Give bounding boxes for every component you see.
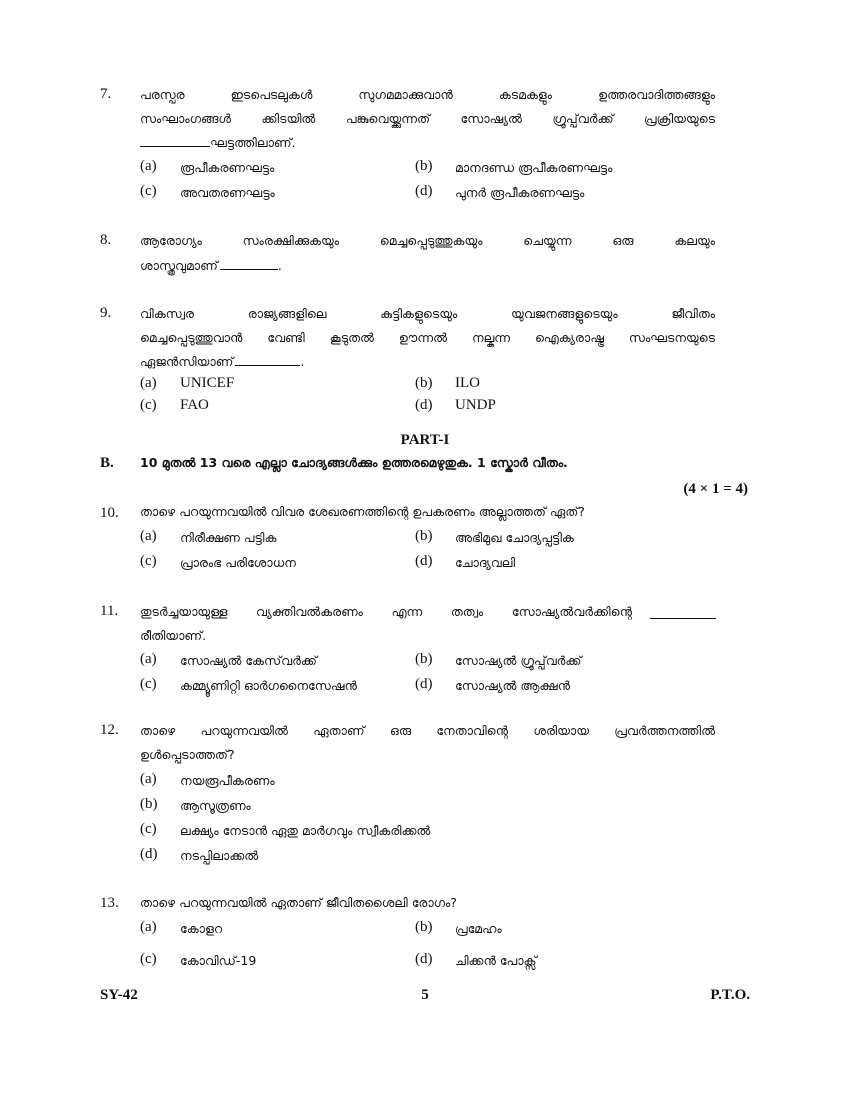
- question-number: 12.: [100, 722, 119, 738]
- question-text-line: പരസ്പര ഇടപെടലുകൾ സുഗമമാക്കുവാൻ കടമകളും ഉത്തരവാദിത്തങ്ങളും: [140, 87, 715, 102]
- option-text: ആസൂത്രണം: [180, 798, 251, 813]
- paper-code: SY-42: [100, 987, 138, 1003]
- option-label: (d): [415, 951, 433, 967]
- option-label: (c): [140, 553, 157, 569]
- option-label: (b): [415, 919, 433, 935]
- question-text-line: [140, 254, 282, 278]
- option-text: കമ്മ്യൂണിറ്റി ഓർഗനൈസേഷൻ: [180, 678, 357, 693]
- answer-blank: [650, 604, 716, 619]
- question-number: 8.: [100, 232, 112, 248]
- option-label: (d): [415, 676, 433, 692]
- option-label: (c): [140, 951, 157, 967]
- option-label: (a): [140, 528, 157, 544]
- option-text: ILO: [455, 375, 480, 391]
- section-instruction: 10 മുതൽ 13 വരെ എല്ലാ ചോദ്യങ്ങൾക്കും ഉത്തരമെഴുതുക. 1 സ്കോർ വീതം.: [140, 455, 568, 470]
- question-text-line: താഴെ പറയുന്നവയിൽ ഏതാണ് ജീവിതശൈലി രോഗം?: [140, 895, 457, 910]
- question-text-line: താഴെ പറയുന്നവയിൽ വിവര ശേഖരണത്തിന്റെ ഉപകരണം അല്ലാത്തത് ഏത്?: [140, 504, 585, 519]
- option-text: കോളറ: [180, 921, 223, 936]
- option-label: (a): [140, 919, 157, 935]
- option-text: പ്രാരംഭ പരിശോധന: [180, 555, 296, 570]
- question-number: 10.: [100, 505, 119, 521]
- marks-allocation: (4 × 1 = 4): [683, 481, 748, 497]
- option-text: അഭിമുഖ ചോദ്യപ്പട്ടിക: [455, 530, 574, 545]
- option-label: (a): [140, 375, 157, 391]
- option-text: UNDP: [455, 397, 496, 413]
- please-turn-over: P.T.O.: [710, 987, 750, 1003]
- option-label: (d): [140, 846, 158, 862]
- option-label: (b): [415, 651, 433, 667]
- option-text: പുനർ രൂപീകരണഘട്ടം: [455, 185, 585, 200]
- option-text: അവതരണഘട്ടം: [180, 185, 275, 200]
- question-number: 7.: [100, 86, 112, 102]
- question-text-fragment: .: [300, 354, 305, 369]
- part-title: PART-I: [400, 432, 450, 448]
- section-label: B.: [100, 455, 114, 471]
- option-text: നടപ്പിലാക്കൽ: [180, 848, 259, 863]
- answer-blank: [235, 351, 300, 366]
- option-label: (c): [140, 397, 157, 413]
- question-number: 13.: [100, 895, 119, 911]
- option-text: FAO: [180, 397, 209, 413]
- option-text: കോവിഡ്-19: [180, 953, 257, 968]
- question-number: 9.: [100, 305, 112, 321]
- answer-blank: [220, 255, 278, 270]
- option-label: (a): [140, 158, 157, 174]
- question-text-line: വികസ്വര രാജ്യങ്ങളിലെ കുട്ടികളുടെയും യുവജനങ്ങളുടെയും ജീവിതം: [140, 306, 715, 321]
- option-text: നയരൂപീകരണം: [180, 773, 275, 788]
- option-label: (b): [415, 528, 433, 544]
- option-label: (b): [415, 375, 433, 391]
- option-text: ചിക്കൻ പോക്സ്: [455, 953, 537, 968]
- question-text-fragment: .: [277, 258, 282, 273]
- answer-blank: [140, 132, 210, 147]
- question-text-line: ഉൾപ്പെടാത്തത്?: [140, 747, 235, 762]
- option-text: UNICEF: [180, 375, 235, 391]
- page-number: 5: [421, 987, 429, 1003]
- option-label: (c): [140, 183, 157, 199]
- option-label: (d): [415, 183, 433, 199]
- question-text-line: മെച്ചപ്പെടുത്തുവാൻ വേണ്ടി കൂടുതൽ ഊന്നൽ നല്കുന്ന ഐക്യരാഷ്ട്ര സംഘടനയുടെ: [140, 330, 715, 345]
- option-label: (d): [415, 553, 433, 569]
- question-text-line: സംഘാംഗങ്ങൾ ക്കിടയിൽ പങ്കുവെയ്ക്കുന്നത് സോഷ്യൽ ഗ്രൂപ്പ്‌വർക്ക് പ്രക്രിയയുടെ: [140, 111, 715, 126]
- option-text: സോഷ്യൽ ആക്ഷൻ: [455, 678, 571, 693]
- option-label: (c): [140, 821, 157, 837]
- question-text-line: ആരോഗ്യം സംരക്ഷിക്കുകയും മെച്ചപ്പെടുത്തുകയും ചെയ്യുന്ന ഒരു കലയും: [140, 233, 715, 248]
- option-text: ലക്ഷ്യം നേടാൻ ഏതു മാർഗവും സ്വീകരിക്കൽ: [180, 823, 431, 838]
- question-text-fragment: ശാസ്ത്രവുമാണ്: [140, 258, 218, 273]
- question-text-fragment: ഘട്ടത്തിലാണ്.: [210, 135, 296, 150]
- question-text-line: [140, 131, 296, 155]
- question-number: 11.: [100, 603, 119, 619]
- option-text: ചോദ്യവലി: [455, 555, 516, 570]
- question-text-fragment: ഏജൻസിയാണ്: [140, 354, 234, 369]
- option-label: (a): [140, 771, 157, 787]
- question-text-line: തുടർച്ചയായുള്ള വ്യക്തിവൽകരണം എന്ന തത്വം സോഷ്യൽവർക്കിന്റെ: [140, 604, 632, 619]
- question-text-line: താഴെ പറയുന്നവയിൽ ഏതാണ് ഒരു നേതാവിന്റെ ശരിയായ പ്രവർത്തനത്തിൽ: [140, 723, 715, 738]
- option-label: (a): [140, 651, 157, 667]
- option-text: സോഷ്യൽ കേസ്‌വർക്ക്: [180, 653, 317, 668]
- question-text-line: രീതിയാണ്.: [140, 628, 207, 643]
- question-text-line: [140, 350, 304, 374]
- option-label: (b): [140, 796, 158, 812]
- option-text: മാനദണ്ഡ രൂപീകരണഘട്ടം: [455, 160, 613, 175]
- option-text: നിരീക്ഷണ പട്ടിക: [180, 530, 277, 545]
- option-text: പ്രമേഹം: [455, 921, 502, 936]
- option-text: സോഷ്യൽ ഗ്രൂപ്പ്‌വർക്ക്: [455, 653, 582, 668]
- option-text: രൂപീകരണഘട്ടം: [180, 160, 275, 175]
- option-label: (b): [415, 158, 433, 174]
- option-label: (c): [140, 676, 157, 692]
- option-label: (d): [415, 397, 433, 413]
